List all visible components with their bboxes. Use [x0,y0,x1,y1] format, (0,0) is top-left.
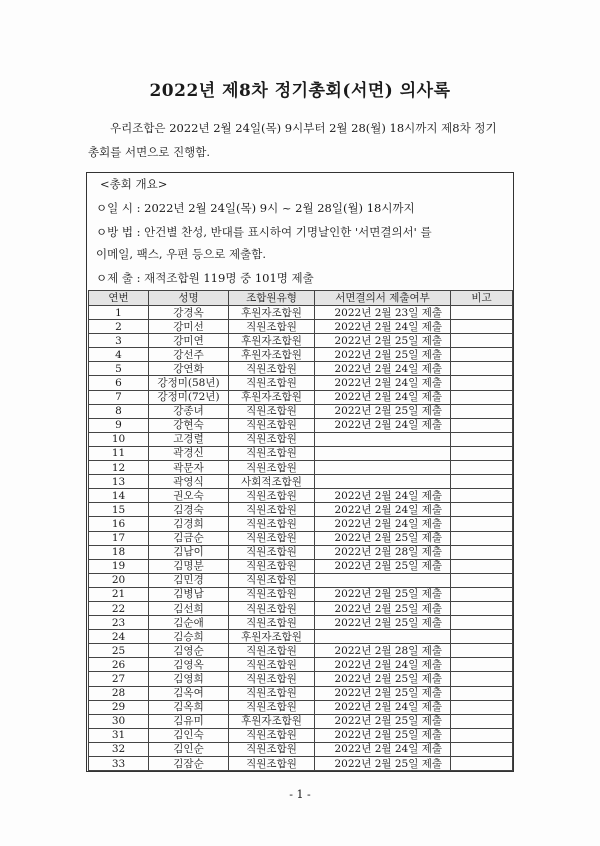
cell-remarks [451,700,513,714]
cell-remarks [451,601,513,615]
cell-remarks [451,672,513,686]
cell-submission: 2022년 2월 23일 제출 [315,306,451,320]
table-row [89,644,513,658]
table-row [89,503,513,517]
cell-number: 16 [89,517,149,531]
cell-remarks [451,728,513,742]
submission-table [88,290,513,771]
cell-name: 권오숙 [149,489,229,503]
cell-submission: 2022년 2월 24일 제출 [315,376,451,390]
cell-number: 27 [89,672,149,686]
intro-line-2: 총회를 서면으로 진행함. [88,145,211,159]
table-row [89,630,513,644]
cell-number: 32 [89,742,149,756]
cell-name: 강현숙 [149,418,229,432]
overview-label: <총회 개요> [100,177,168,191]
table-row [89,362,513,376]
cell-name: 강연화 [149,362,229,376]
header-member-type: 조합원유형 [229,291,315,306]
table-row [89,475,513,489]
cell-submission: 2022년 2월 24일 제출 [315,362,451,376]
cell-member-type: 직원조합원 [229,742,315,756]
cell-name: 강선주 [149,348,229,362]
cell-submission: 2022년 2월 25일 제출 [315,672,451,686]
cell-number: 25 [89,644,149,658]
header-number: 연번 [89,291,149,306]
cell-number: 20 [89,573,149,587]
cell-submission: 2022년 2월 25일 제출 [315,531,451,545]
cell-member-type: 직원조합원 [229,601,315,615]
cell-member-type: 후원자조합원 [229,714,315,728]
cell-member-type: 직원조합원 [229,616,315,630]
cell-remarks [451,686,513,700]
cell-number: 26 [89,658,149,672]
table-row [89,334,513,348]
cell-submission [315,630,451,644]
overview-submission: ㅇ제 출 : 재적조합원 119명 중 101명 제출 [96,271,314,285]
cell-name: 김순애 [149,616,229,630]
cell-member-type: 후원자조합원 [229,630,315,644]
cell-submission: 2022년 2월 24일 제출 [315,489,451,503]
cell-submission: 2022년 2월 28일 제출 [315,644,451,658]
cell-submission: 2022년 2월 24일 제출 [315,658,451,672]
cell-name: 강미연 [149,334,229,348]
cell-submission [315,432,451,446]
table-row [89,700,513,714]
table-row [89,320,513,334]
cell-submission: 2022년 2월 24일 제출 [315,503,451,517]
cell-submission: 2022년 2월 25일 제출 [315,714,451,728]
cell-name: 김경희 [149,517,229,531]
cell-number: 14 [89,489,149,503]
cell-number: 18 [89,545,149,559]
cell-remarks [451,362,513,376]
cell-member-type: 직원조합원 [229,559,315,573]
cell-number: 8 [89,404,149,418]
table-row [89,531,513,545]
intro-line-1: 우리조합은 2022년 2월 24일(목) 9시부터 2월 28(월) 18시까지 제8차 정기 [110,121,497,135]
cell-number: 22 [89,601,149,615]
table-row [89,348,513,362]
cell-remarks [451,714,513,728]
cell-remarks [451,376,513,390]
cell-member-type: 직원조합원 [229,531,315,545]
document-title: 2022년 제8차 정기총회(서면) 의사록 [149,81,451,101]
cell-name: 김민경 [149,573,229,587]
cell-member-type: 직원조합원 [229,700,315,714]
cell-member-type: 직원조합원 [229,728,315,742]
table-row [89,672,513,686]
table-row [89,489,513,503]
cell-member-type: 직원조합원 [229,432,315,446]
cell-member-type: 직원조합원 [229,686,315,700]
cell-submission: 2022년 2월 24일 제출 [315,742,451,756]
cell-number: 12 [89,461,149,475]
cell-remarks [451,348,513,362]
cell-name: 김명분 [149,559,229,573]
table-row [89,517,513,531]
cell-submission: 2022년 2월 24일 제출 [315,418,451,432]
cell-name: 김경숙 [149,503,229,517]
cell-member-type: 직원조합원 [229,362,315,376]
cell-remarks [451,404,513,418]
cell-number: 33 [89,757,149,771]
cell-remarks [451,418,513,432]
cell-remarks [451,630,513,644]
cell-submission [315,461,451,475]
cell-number: 31 [89,728,149,742]
cell-number: 24 [89,630,149,644]
cell-remarks [451,658,513,672]
overview-date: ㅇ일 시 : 2022년 2월 24일(목) 9시 ~ 2월 28일(월) 18시까지 [96,201,415,215]
cell-remarks [451,461,513,475]
cell-remarks [451,446,513,460]
cell-number: 19 [89,559,149,573]
cell-number: 7 [89,390,149,404]
cell-remarks [451,475,513,489]
cell-name: 김인순 [149,742,229,756]
cell-name: 김유미 [149,714,229,728]
cell-name: 곽경신 [149,446,229,460]
cell-number: 23 [89,616,149,630]
page-number: - 1 - [289,788,311,801]
cell-remarks [451,334,513,348]
cell-member-type: 직원조합원 [229,658,315,672]
cell-number: 3 [89,334,149,348]
cell-name: 김영옥 [149,658,229,672]
cell-number: 1 [89,306,149,320]
cell-member-type: 직원조합원 [229,376,315,390]
cell-name: 김금순 [149,531,229,545]
cell-remarks [451,545,513,559]
cell-remarks [451,757,513,771]
table-row [89,559,513,573]
cell-number: 13 [89,475,149,489]
cell-submission: 2022년 2월 25일 제출 [315,686,451,700]
cell-remarks [451,573,513,587]
cell-number: 2 [89,320,149,334]
cell-name: 강종녀 [149,404,229,418]
cell-submission [315,446,451,460]
cell-member-type: 후원자조합원 [229,334,315,348]
cell-remarks [451,320,513,334]
cell-remarks [451,390,513,404]
table-row [89,601,513,615]
cell-submission: 2022년 2월 25일 제출 [315,334,451,348]
cell-name: 김영희 [149,672,229,686]
cell-remarks [451,616,513,630]
table-row [89,306,513,320]
cell-submission: 2022년 2월 25일 제출 [315,587,451,601]
cell-name: 김옥희 [149,700,229,714]
cell-name: 강정미(72년) [149,390,229,404]
cell-submission: 2022년 2월 25일 제출 [315,404,451,418]
cell-name: 김선희 [149,601,229,615]
cell-number: 17 [89,531,149,545]
cell-remarks [451,489,513,503]
table-row [89,573,513,587]
cell-submission [315,475,451,489]
table-row [89,658,513,672]
cell-name: 김승희 [149,630,229,644]
table-row [89,446,513,460]
cell-number: 15 [89,503,149,517]
cell-member-type: 직원조합원 [229,418,315,432]
cell-number: 28 [89,686,149,700]
cell-name: 곽영식 [149,475,229,489]
cell-member-type: 직원조합원 [229,587,315,601]
table-row [89,728,513,742]
header-name: 성명 [149,291,229,306]
table-row [89,418,513,432]
cell-member-type: 직원조합원 [229,503,315,517]
cell-member-type: 직원조합원 [229,757,315,771]
cell-member-type: 직원조합원 [229,446,315,460]
cell-name: 김잠순 [149,757,229,771]
cell-remarks [451,644,513,658]
cell-number: 29 [89,700,149,714]
cell-submission: 2022년 2월 25일 제출 [315,616,451,630]
cell-member-type: 직원조합원 [229,517,315,531]
cell-submission: 2022년 2월 24일 제출 [315,517,451,531]
table-row [89,545,513,559]
table-row [89,376,513,390]
cell-member-type: 직원조합원 [229,489,315,503]
table-row [89,616,513,630]
intro-paragraph [88,116,528,164]
cell-number: 4 [89,348,149,362]
table-row [89,461,513,475]
cell-number: 10 [89,432,149,446]
cell-submission: 2022년 2월 24일 제출 [315,700,451,714]
cell-name: 고경렬 [149,432,229,446]
cell-remarks [451,531,513,545]
overview-method-2: 이메일, 팩스, 우편 등으로 제출함. [96,247,267,261]
table-row [89,587,513,601]
cell-name: 김영순 [149,644,229,658]
table-row [89,714,513,728]
cell-name: 김인숙 [149,728,229,742]
cell-submission: 2022년 2월 24일 제출 [315,390,451,404]
cell-submission: 2022년 2월 25일 제출 [315,728,451,742]
cell-member-type: 직원조합원 [229,545,315,559]
cell-member-type: 직원조합원 [229,644,315,658]
cell-remarks [451,432,513,446]
cell-remarks [451,306,513,320]
cell-member-type: 직원조합원 [229,672,315,686]
table-row [89,404,513,418]
cell-name: 곽문자 [149,461,229,475]
table-row [89,686,513,700]
cell-name: 김병남 [149,587,229,601]
cell-number: 21 [89,587,149,601]
cell-name: 강경옥 [149,306,229,320]
cell-remarks [451,742,513,756]
table-row [89,742,513,756]
cell-member-type: 직원조합원 [229,573,315,587]
header-remarks: 비고 [451,291,513,306]
cell-number: 30 [89,714,149,728]
cell-member-type: 직원조합원 [229,461,315,475]
cell-submission: 2022년 2월 25일 제출 [315,757,451,771]
cell-remarks [451,559,513,573]
cell-remarks [451,587,513,601]
table-row [89,757,513,771]
cell-submission: 2022년 2월 25일 제출 [315,601,451,615]
table-row [89,390,513,404]
cell-number: 11 [89,446,149,460]
cell-submission: 2022년 2월 25일 제출 [315,348,451,362]
cell-name: 김남이 [149,545,229,559]
cell-number: 5 [89,362,149,376]
cell-member-type: 후원자조합원 [229,306,315,320]
table-header-row [89,291,513,306]
table-row [89,432,513,446]
cell-submission [315,573,451,587]
cell-number: 9 [89,418,149,432]
cell-number: 6 [89,376,149,390]
cell-member-type: 직원조합원 [229,404,315,418]
table-body [89,306,513,771]
cell-submission: 2022년 2월 24일 제출 [315,320,451,334]
cell-submission: 2022년 2월 25일 제출 [315,559,451,573]
header-submission: 서면결의서 제출여부 [315,291,451,306]
cell-member-type: 후원자조합원 [229,348,315,362]
overview-method-1: ㅇ방 법 : 안건별 찬성, 반대를 표시하여 기명날인한 '서면결의서' 를 [96,225,432,239]
cell-name: 김옥여 [149,686,229,700]
cell-submission: 2022년 2월 28일 제출 [315,545,451,559]
cell-member-type: 직원조합원 [229,320,315,334]
cell-member-type: 사회적조합원 [229,475,315,489]
cell-remarks [451,503,513,517]
cell-name: 강미선 [149,320,229,334]
cell-member-type: 후원자조합원 [229,390,315,404]
cell-remarks [451,517,513,531]
cell-name: 강정미(58년) [149,376,229,390]
